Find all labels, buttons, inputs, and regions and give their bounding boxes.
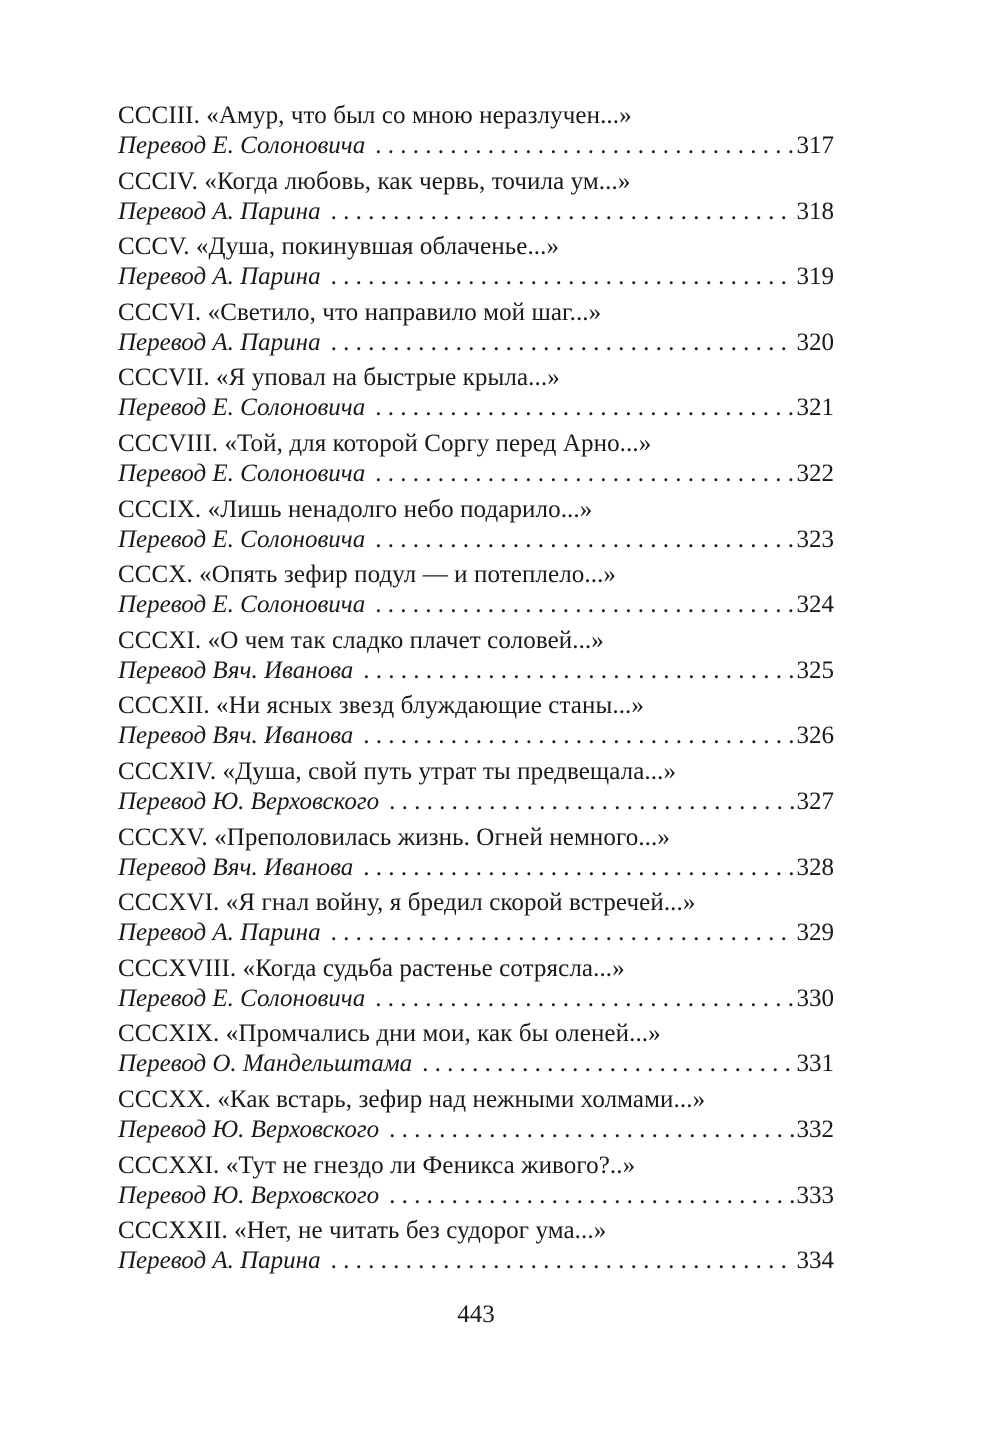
translator-line bbox=[118, 1115, 834, 1145]
page-number: 318 bbox=[796, 197, 834, 225]
dot-leader bbox=[422, 1049, 794, 1079]
dot-leader bbox=[375, 393, 794, 423]
poem-title: CCCVIII. «Той, для которой Соргу перед Арно...» bbox=[118, 429, 652, 457]
toc-entry bbox=[118, 495, 834, 561]
dot-leader bbox=[331, 1246, 795, 1276]
poem-title: CCCV. «Душа, покинувшая облаченье...» bbox=[118, 233, 560, 261]
dot-leader bbox=[331, 262, 795, 292]
dot-leader bbox=[363, 656, 794, 686]
translator-name: Перевод Е. Солоновича bbox=[118, 525, 366, 553]
page-number: 334 bbox=[796, 1247, 834, 1275]
poem-title: CCCXIV. «Душа, свой путь утрат ты предвещала...» bbox=[118, 757, 677, 785]
translator-name: Перевод А. Парина bbox=[118, 263, 321, 291]
translator-line bbox=[118, 984, 834, 1014]
dot-leader bbox=[389, 787, 794, 817]
poem-title: CCCXV. «Преполовилась жизнь. Огней немного...» bbox=[118, 823, 670, 851]
translator-name: Перевод А. Парина bbox=[118, 328, 321, 356]
page-number: 320 bbox=[796, 328, 834, 356]
translator-name: Перевод Е. Солоновича bbox=[118, 459, 366, 487]
dot-leader bbox=[389, 1181, 794, 1211]
translator-line bbox=[118, 853, 834, 883]
toc-entry bbox=[118, 363, 834, 429]
translator-name: Перевод Ю. Верховского bbox=[118, 787, 380, 815]
page-number: 332 bbox=[796, 1115, 834, 1143]
poem-title: CCCVII. «Я уповал на быстрые крыла...» bbox=[118, 364, 560, 392]
toc-entry bbox=[118, 757, 834, 823]
page-number: 319 bbox=[796, 263, 834, 291]
translator-line bbox=[118, 262, 834, 292]
dot-leader bbox=[375, 525, 794, 555]
poem-title: CCCX. «Опять зефир подул — и потеплело...» bbox=[118, 561, 617, 589]
poem-title: CCCIII. «Амур, что был со мною неразлучен...» bbox=[118, 102, 632, 129]
page-folio-number: 443 bbox=[457, 1301, 495, 1328]
translator-line bbox=[118, 1049, 834, 1079]
translator-line bbox=[118, 787, 834, 817]
translator-name: Перевод Е. Солоновича bbox=[118, 591, 366, 619]
poem-title: CCCXVI. «Я гнал войну, я бредил скорой встречей...» bbox=[118, 889, 696, 917]
toc-entry bbox=[118, 167, 834, 233]
translator-line bbox=[118, 1246, 834, 1276]
dot-leader bbox=[331, 328, 795, 358]
page-number: 327 bbox=[796, 787, 834, 815]
dot-leader bbox=[331, 918, 795, 948]
toc-entry bbox=[118, 691, 834, 757]
toc-entry bbox=[118, 298, 834, 364]
translator-name: Перевод Е. Солоновича bbox=[118, 394, 366, 422]
toc-entry bbox=[118, 101, 834, 167]
toc-entry bbox=[118, 1151, 834, 1217]
poem-title: CCCXIX. «Промчались дни мои, как бы оленей...» bbox=[118, 1020, 661, 1048]
toc-entry bbox=[118, 626, 834, 692]
page-number: 321 bbox=[796, 394, 834, 422]
poem-title: CCCVI. «Светило, что направило мой шаг...» bbox=[118, 298, 602, 326]
dot-leader bbox=[375, 131, 794, 161]
page-number: 331 bbox=[796, 1050, 834, 1078]
translator-line bbox=[118, 197, 834, 227]
dot-leader bbox=[363, 721, 794, 751]
translator-name: Перевод Вяч. Иванова bbox=[118, 656, 354, 684]
toc-entry bbox=[118, 560, 834, 626]
poem-title: CCCXI. «О чем так сладко плачет соловей...» bbox=[118, 626, 604, 654]
table-of-contents bbox=[118, 101, 834, 1282]
translator-name: Перевод Вяч. Иванова bbox=[118, 853, 354, 881]
dot-leader bbox=[375, 984, 794, 1014]
toc-entry bbox=[118, 429, 834, 495]
poem-title: CCCIX. «Лишь ненадолго небо подарило...» bbox=[118, 495, 593, 523]
poem-title: CCCXXI. «Тут не гнездо ли Феникса живого?..» bbox=[118, 1151, 636, 1179]
translator-line bbox=[118, 459, 834, 489]
poem-title: CCCXII. «Ни ясных звезд блуждающие станы...» bbox=[118, 692, 644, 720]
page-number: 322 bbox=[796, 459, 834, 487]
translator-name: Перевод О. Мандельштама bbox=[118, 1050, 413, 1078]
toc-entry bbox=[118, 954, 834, 1020]
toc-entry bbox=[118, 888, 834, 954]
page-number: 325 bbox=[796, 656, 834, 684]
translator-name: Перевод Ю. Верховского bbox=[118, 1115, 380, 1143]
page-number: 330 bbox=[796, 984, 834, 1012]
translator-line bbox=[118, 525, 834, 555]
translator-line bbox=[118, 393, 834, 423]
translator-line bbox=[118, 1181, 834, 1211]
page-number: 328 bbox=[796, 853, 834, 881]
dot-leader bbox=[375, 590, 794, 620]
translator-name: Перевод А. Парина bbox=[118, 919, 321, 947]
toc-entry bbox=[118, 823, 834, 889]
page-number: 324 bbox=[796, 591, 834, 619]
translator-name: Перевод Ю. Верховского bbox=[118, 1181, 380, 1209]
translator-line bbox=[118, 918, 834, 948]
page-number: 323 bbox=[796, 525, 834, 553]
toc-entry bbox=[118, 232, 834, 298]
toc-entry bbox=[118, 1019, 834, 1085]
translator-line bbox=[118, 590, 834, 620]
translator-line bbox=[118, 131, 834, 161]
page-number: 333 bbox=[796, 1181, 834, 1209]
poem-title: CCCIV. «Когда любовь, как червь, точила ум...» bbox=[118, 167, 631, 195]
page-number: 326 bbox=[796, 722, 834, 750]
dot-leader bbox=[375, 459, 794, 489]
translator-name: Перевод А. Парина bbox=[118, 197, 321, 225]
translator-name: Перевод Е. Солоновича bbox=[118, 984, 366, 1012]
translator-name: Перевод А. Парина bbox=[118, 1247, 321, 1275]
translator-line bbox=[118, 656, 834, 686]
translator-name: Перевод Вяч. Иванова bbox=[118, 722, 354, 750]
translator-name: Перевод Е. Солоновича bbox=[118, 132, 366, 159]
poem-title: CCCXX. «Как встарь, зефир над нежными холмами...» bbox=[118, 1085, 706, 1113]
dot-leader bbox=[331, 197, 795, 227]
poem-title: CCCXVIII. «Когда судьба растенье сотрясла...» bbox=[118, 954, 625, 982]
translator-line bbox=[118, 328, 834, 358]
toc-entry bbox=[118, 1085, 834, 1151]
page-number: 329 bbox=[796, 919, 834, 947]
poem-title: CCCXXII. «Нет, не читать без судорог ума...» bbox=[118, 1217, 607, 1245]
dot-leader bbox=[389, 1115, 794, 1145]
dot-leader bbox=[363, 853, 794, 883]
page-number: 317 bbox=[796, 132, 834, 159]
translator-line bbox=[118, 721, 834, 751]
toc-entry bbox=[118, 1216, 834, 1282]
